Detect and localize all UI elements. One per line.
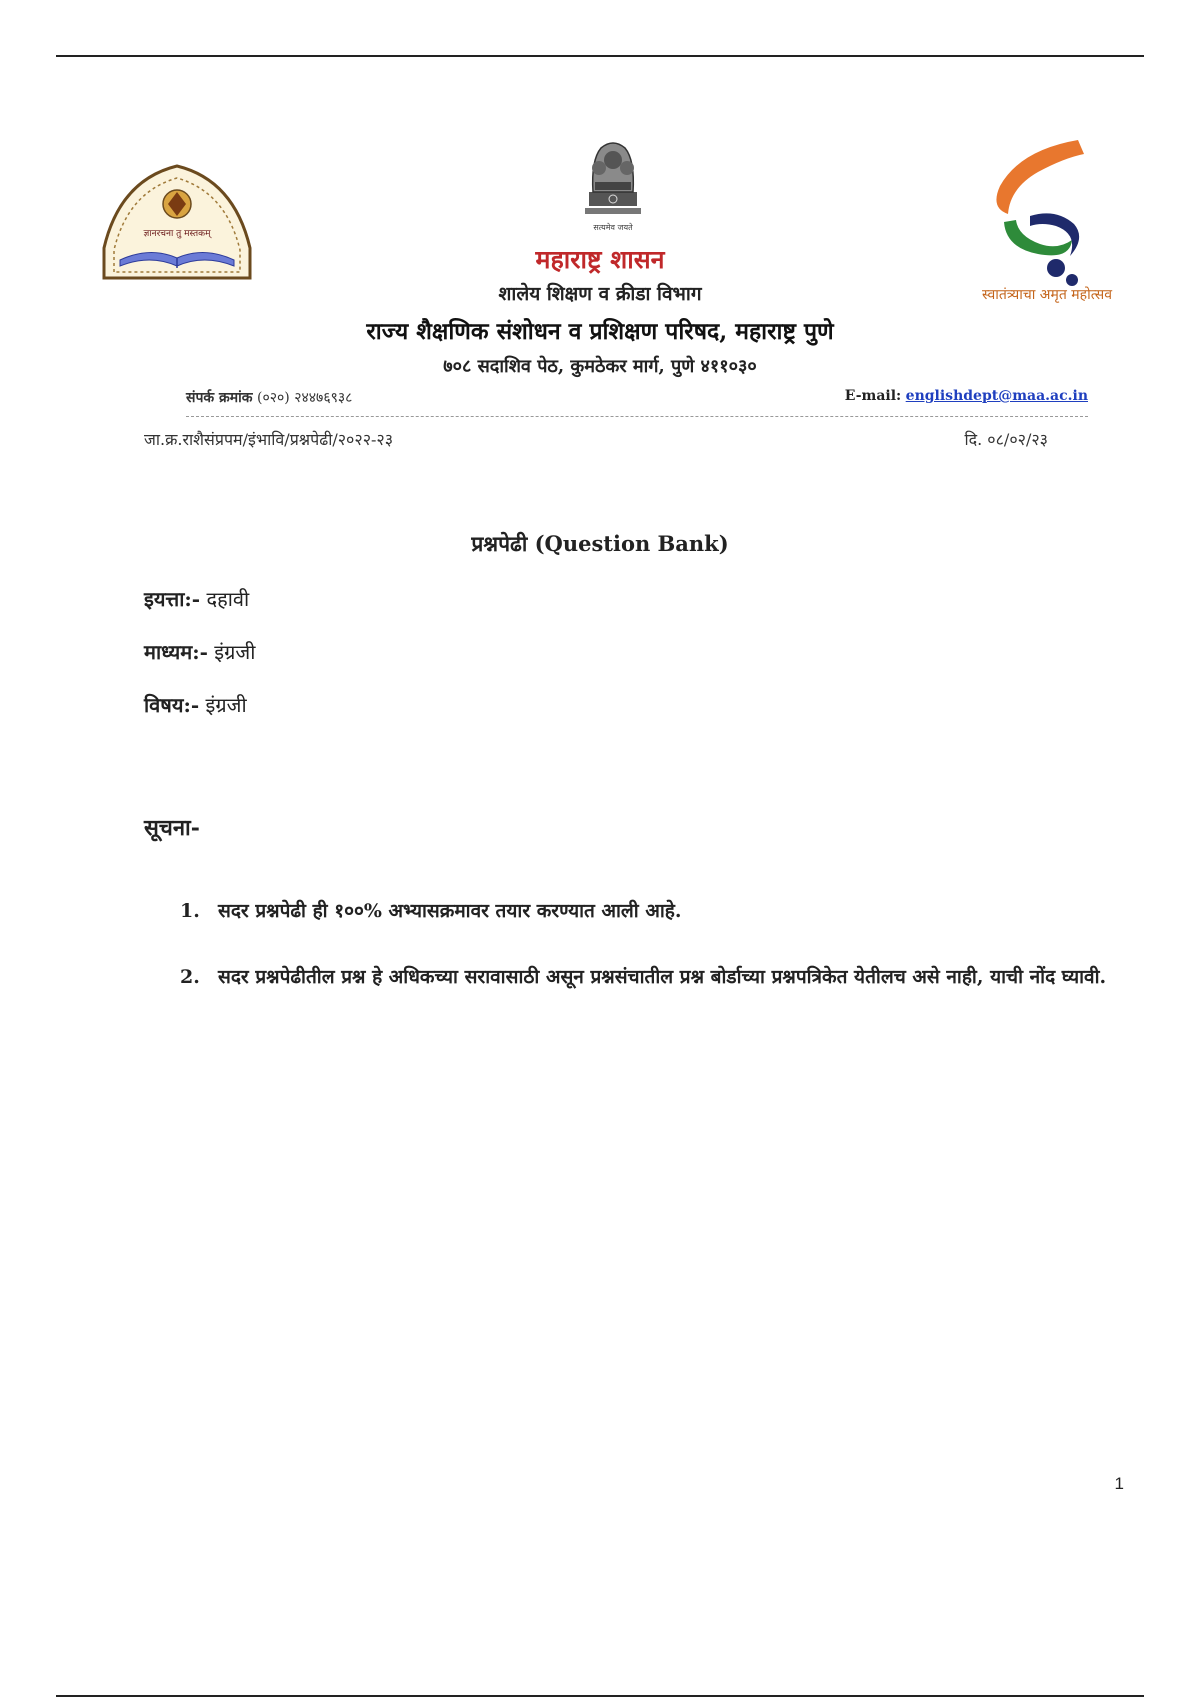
office-address: ७०८ सदाशिव पेठ, कुमठेकर मार्ग, पुणे ४११०३० bbox=[443, 356, 757, 377]
reference-number: जा.क्र.राशैसंप्रपम/इंभावि/प्रश्नपेढी/२०२२-२३ bbox=[144, 430, 394, 449]
email-block bbox=[845, 388, 1088, 404]
page-number: 1 bbox=[1114, 1474, 1124, 1493]
amrit-mahotsav-caption: स्वातंत्र्याचा अमृत महोत्सव bbox=[982, 287, 1112, 303]
notice-item bbox=[180, 885, 1128, 937]
contact-number bbox=[186, 388, 352, 407]
field-value: दहावी bbox=[200, 587, 250, 611]
field-medium bbox=[144, 638, 255, 665]
notice-number: 2. bbox=[180, 966, 200, 988]
field-label: इयत्ता:- bbox=[144, 587, 201, 611]
field-subject bbox=[144, 691, 247, 718]
bottom-rule bbox=[56, 1695, 1144, 1697]
top-rule bbox=[56, 55, 1144, 57]
letter-date: दि. ०८/०२/२३ bbox=[964, 430, 1048, 449]
email-link[interactable]: englishdept@maa.ac.in bbox=[905, 388, 1088, 404]
notice-number: 1. bbox=[180, 900, 200, 922]
field-value: इंग्रजी bbox=[207, 640, 256, 664]
field-value: इंग्रजी bbox=[199, 693, 247, 717]
header-divider bbox=[186, 416, 1088, 417]
field-label: माध्यम:- bbox=[144, 640, 208, 664]
government-title: महाराष्ट्र शासन bbox=[535, 245, 665, 274]
left-logo-motto: ज्ञानरचना तु मस्तकम् bbox=[143, 229, 211, 239]
emblem-caption: सत्यमेव जयते bbox=[593, 223, 633, 232]
field-class bbox=[144, 585, 249, 612]
council-name: राज्य शैक्षणिक संशोधन व प्रशिक्षण परिषद, महाराष्ट्र पुणे bbox=[366, 318, 834, 345]
contact-label: संपर्क क्रमांक bbox=[186, 390, 253, 406]
contact-value: (०२०) २४४७६९३८ bbox=[257, 390, 353, 406]
notice-heading: सूचना- bbox=[144, 815, 200, 841]
field-label: विषय:- bbox=[144, 693, 200, 717]
document-title: प्रश्नपेढी (Question Bank) bbox=[471, 531, 729, 556]
national-emblem-icon bbox=[575, 130, 651, 240]
notice-text: सदर प्रश्नपेढी ही १००% अभ्यासक्रमावर तयार करण्यात आली आहे. bbox=[218, 900, 682, 922]
notice-text: सदर प्रश्नपेढीतील प्रश्न हे अधिकच्या सरावासाठी असून प्रश्नसंचातील प्रश्न बोर्डाच्या प्रश्नपत्रिकेत येतीलच असे नाही, याची नोंद घ्यावी. bbox=[218, 966, 1107, 988]
email-label: E-mail: bbox=[844, 388, 902, 404]
notice-list bbox=[180, 885, 1128, 1017]
notice-item bbox=[180, 951, 1128, 1003]
department-name: शालेय शिक्षण व क्रीडा विभाग bbox=[498, 283, 702, 305]
